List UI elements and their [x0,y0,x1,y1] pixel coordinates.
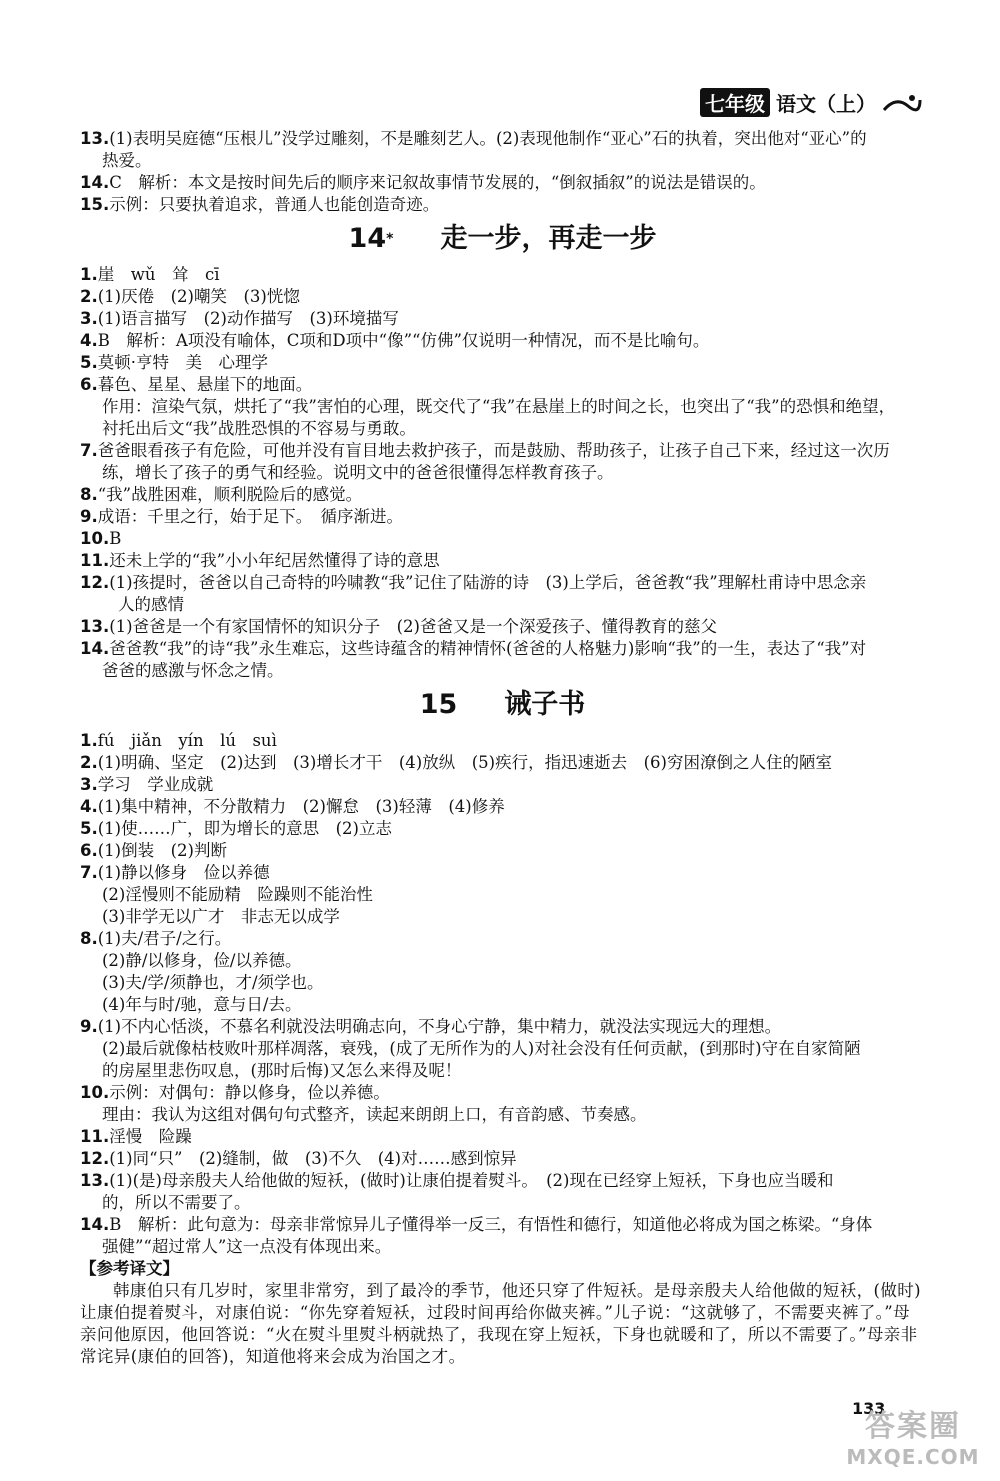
watermark-line-1: 答案圈 [865,1409,961,1444]
question-number: 4. [80,331,98,350]
answer-line [80,1192,925,1214]
answer-line [80,572,925,594]
answer-text: 理由：我认为这组对偶句句式整齐，读起来朗朗上口，有音韵感、节奏感。 [102,1105,647,1124]
question-number: 10. [80,529,110,548]
question-number: 15. [80,195,110,214]
section-14-mark: * [386,231,394,247]
answer-line [80,374,925,396]
answer-line [80,1148,925,1170]
section-14-answers [80,264,925,682]
question-number: 3. [80,775,98,794]
answer-line [80,506,925,528]
question-number: 14. [80,639,110,658]
answer-text: C 解析：本文是按时间先后的顺序来记叙故事情节发展的，“倒叙插叙”的说法是错误的。 [109,173,766,192]
question-number: 13. [80,617,110,636]
section-15-heading [80,689,925,720]
answer-text: 强健”“超过常人”这一点没有体现出来。 [102,1237,392,1256]
decoration-icon [882,92,922,114]
answer-text: (2)最后就像枯枝败叶那样凋落，衰残，(成了无所作为的人)对社会没有任何贡献，(到那时)守在自家简陋 [102,1039,861,1058]
question-number: 2. [80,753,98,772]
answer-line [80,862,925,884]
answer-line [80,730,925,752]
answer-text: (1)使……广，即为增长的意思 (2)立志 [97,819,392,838]
answer-line [80,396,925,418]
answer-text: (1)厌倦 (2)嘲笑 (3)恍惚 [97,287,300,306]
answer-text: (1)倒装 (2)判断 [97,841,227,860]
question-number: 2. [80,287,98,306]
answer-text: 成语：千里之行，始于足下。 循序渐进。 [97,507,403,526]
answer-text: (3)非学无以广才 非志无以成学 [102,907,340,926]
answer-text: (1)同“只” (2)缝制，做 (3)不久 (4)对……感到惊异 [109,1149,517,1168]
answer-text: (3)夫/学/须静也，才/须学也。 [102,973,324,992]
top-answers [80,128,925,216]
question-number: 12. [80,1149,110,1168]
answer-line [80,462,925,484]
question-number: 1. [80,265,98,284]
question-number: 6. [80,841,98,860]
answer-text: “我”战胜困难，顺利脱险后的感觉。 [97,485,363,504]
answer-line [80,796,925,818]
question-number: 12. [80,573,110,592]
question-number: 8. [80,485,98,504]
answer-line [80,1082,925,1104]
answer-text: 练，增长了孩子的勇气和经验。说明文中的爸爸很懂得怎样教育孩子。 [102,463,614,482]
question-number: 13. [80,1171,110,1190]
section-14-number: 14 [348,223,387,254]
answer-line [80,1060,925,1082]
answer-text: B 解析：A项没有喻体，C项和D项中“像”“仿佛”仅说明一种情况，而不是比喻句。 [97,331,710,350]
answer-text: (1)(是)母亲殷夫人给他做的短袄，(做时)让康伯提着熨斗。 (2)现在已经穿上短袄，下身也应当暖和 [109,1171,834,1190]
answer-line [80,928,925,950]
answer-line [80,906,925,928]
answer-text: 淫慢 险躁 [109,1127,192,1146]
answer-text: 的，所以不需要了。 [102,1193,251,1212]
question-number: 4. [80,797,98,816]
answer-line [80,950,925,972]
answer-text: (2)淫慢则不能励精 险躁则不能治性 [102,885,373,904]
answer-line [80,1038,925,1060]
question-number: 10. [80,1083,110,1102]
question-number: 11. [80,551,110,570]
answer-line [80,972,925,994]
answer-text: (1)表明吴庭德“压根儿”没学过雕刻，不是雕刻艺人。(2)表现他制作“亚心”石的执着，突出他对“亚心”的 [109,129,867,148]
answer-line [80,638,925,660]
question-number: 9. [80,507,98,526]
answer-line [80,660,925,682]
answer-text: (1)夫/君子/之行。 [97,929,232,948]
question-number: 3. [80,309,98,328]
answer-line [80,484,925,506]
answer-line [80,752,925,774]
subject-label: 语文（上） [776,92,876,116]
question-number: 5. [80,353,98,372]
answer-line [80,818,925,840]
section-15-answers [80,730,925,1258]
question-number: 8. [80,929,98,948]
section-14-title: 走一步，再走一步 [440,223,657,254]
answer-line [80,286,925,308]
section-15-title: 诫子书 [504,689,586,720]
page-header [700,88,922,117]
question-number: 11. [80,1127,110,1146]
answer-text: 学习 学业成就 [97,775,214,794]
question-number: 14. [80,1215,110,1234]
answer-line [80,150,925,172]
question-number: 13. [80,129,110,148]
answer-line [80,528,925,550]
answer-text: 爸爸眼看孩子有危险，可他并没有盲目地去救护孩子，而是鼓励、帮助孩子，让孩子自己下来，经过这一次历 [97,441,890,460]
answer-line [80,194,925,216]
answer-line [80,1104,925,1126]
question-number: 7. [80,441,98,460]
section-15-number: 15 [419,689,458,720]
answer-text: 作用：渲染气氛，烘托了“我”害怕的心理，既交代了“我”在悬崖上的时间之长，也突出了“我”的恐惧和绝望， [102,397,896,416]
question-number: 7. [80,863,98,882]
answer-line [80,352,925,374]
question-number: 5. [80,819,98,838]
answer-text: 的房屋里悲伤叹息，(那时后悔)又怎么来得及呢！ [102,1061,462,1080]
reference-heading: 【参考译文】 [80,1259,179,1278]
answer-line [80,884,925,906]
answer-text: 爸爸的感激与怀念之情。 [102,661,284,680]
section-14-heading [80,223,925,254]
answer-text: (1)集中精神，不分散精力 (2)懈怠 (3)轻薄 (4)修养 [97,797,505,816]
reference-translation: 韩康伯只有几岁时，家里非常穷，到了最冷的季节，他还只穿了件短袄。是母亲殷夫人给他做的短袄，(做时)让康伯提着熨斗，对康伯说：“你先穿着短袄，过段时间再给你做夹裤。”儿子说：“这就够了，不需要夹裤了。”母亲问他原因，他回答说：“火在熨斗里熨斗柄就热了，我现在穿上短袄，下身也就暖和了，所以不需要了。”母亲非常诧异(康伯的回答)，知道他将来会成为治国之才。 [80,1281,921,1366]
answer-text: 人的感情 [118,595,184,614]
answer-text: 示例：对偶句：静以修身，俭以养德。 [109,1083,390,1102]
answer-text: (1)爸爸是一个有家国情怀的知识分子 (2)爸爸又是一个深爱孩子、懂得教育的慈父 [109,617,717,636]
answer-line [80,1170,925,1192]
answer-line [80,172,925,194]
answer-line [80,128,925,150]
question-number: 14. [80,173,110,192]
answer-line [80,1236,925,1258]
answer-line [80,1214,925,1236]
answer-text: 还未上学的“我”小小年纪居然懂得了诗的意思 [109,551,440,570]
answer-text: 爸爸教“我”的诗“我”永生难忘，这些诗蕴含的精神情怀(爸爸的人格魅力)影响“我”的一生，表达了“我”对 [109,639,867,658]
answer-text: (1)静以修身 俭以养德 [97,863,270,882]
answer-line [80,330,925,352]
answer-text: (1)不内心恬淡，不慕名利就没法明确志向，不身心宁静，集中精力，就没法实现远大的理想。 [97,1017,782,1036]
answer-content [80,128,925,1368]
answer-text: (1)孩提时，爸爸以自己奇特的吟啸教“我”记住了陆游的诗 (3)上学后，爸爸教“我”理解杜甫诗中思念亲 [109,573,867,592]
answer-text: 衬托出后文“我”战胜恐惧的不容易与勇敢。 [102,419,416,438]
answer-line [80,774,925,796]
answer-line [80,1016,925,1038]
answer-text: (1)语言描写 (2)动作描写 (3)环境描写 [97,309,399,328]
answer-line [80,840,925,862]
watermark-logo [838,1401,988,1471]
page-number: 133 [852,1399,886,1418]
answer-line [80,264,925,286]
answer-line [80,994,925,1016]
answer-text: (1)明确、坚定 (2)达到 (3)增长才干 (4)放纵 (5)疾行，指迅速逝去 (6)穷困潦倒之人住的陋室 [97,753,832,772]
answer-text: 示例：只要执着追求，普通人也能创造奇迹。 [109,195,440,214]
answer-text: 热爱。 [102,151,152,170]
answer-line [80,418,925,440]
answer-text: fú jiǎn yín lú suì [97,731,277,750]
grade-label: 七年级 [700,88,770,117]
answer-text: (4)年与时/驰，意与日/去。 [102,995,302,1014]
question-number: 9. [80,1017,98,1036]
question-number: 6. [80,375,98,394]
answer-line [80,550,925,572]
answer-text: (2)静/以修身，俭/以养德。 [102,951,302,970]
answer-text: 莫顿·亨特 美 心理学 [97,353,268,372]
question-number: 1. [80,731,98,750]
answer-text: B [109,529,122,548]
answer-line [80,308,925,330]
answer-text: 暮色、星星、悬崖下的地面。 [97,375,313,394]
answer-text: B 解析：此句意为：母亲非常惊异儿子懂得举一反三，有悟性和德行，知道他必将成为国之栋梁。“身体 [109,1215,873,1234]
answer-line [80,594,925,616]
answer-line [80,616,925,638]
watermark-line-2: MXQE.COM [846,1445,980,1469]
answer-text: 崖 wǔ 耸 cī [97,265,220,284]
answer-line [80,1126,925,1148]
answer-line [80,440,925,462]
